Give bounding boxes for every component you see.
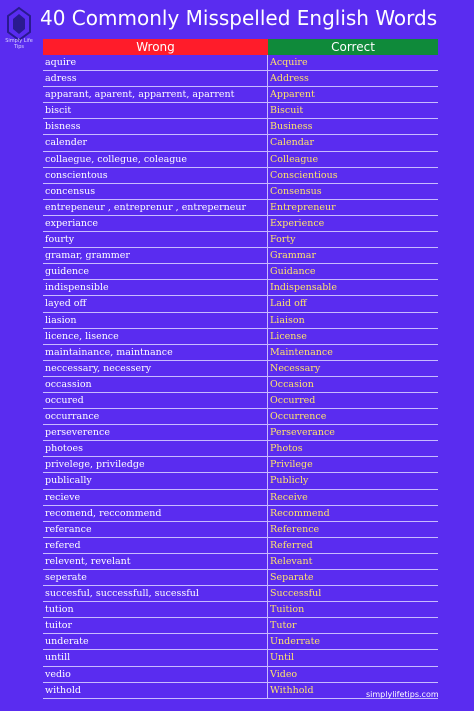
correct-spelling-cell: Liaison [270,314,305,326]
table-row [43,345,438,361]
wrong-spelling-cell: perseverence [43,425,268,440]
correct-spelling-cell: Colleague [270,153,319,165]
correct-spelling-cell: Biscuit [270,105,304,117]
table-row [43,409,438,425]
correct-spelling-cell: Relevant [270,555,313,567]
correct-spelling-cell: Experience [270,217,325,229]
correct-spelling-cell: Underrate [270,636,321,648]
table-row [43,473,438,489]
correct-spelling-cell: Apparent [270,89,315,101]
table-row [43,248,438,264]
wrong-spelling-cell: occured [43,393,268,408]
wrong-column-header: Wrong [43,39,268,55]
wrong-spelling-cell: underate [43,634,268,649]
table-row [43,490,438,506]
table-row [43,650,438,666]
table-row [43,441,438,457]
correct-spelling-cell: Until [270,652,295,664]
wrong-spelling-cell: occassion [43,377,268,392]
table-row [43,103,438,119]
table-row [43,119,438,135]
correct-spelling-cell: Entrepreneur [270,201,336,213]
correct-spelling-cell: Reference [270,523,320,535]
correct-spelling-cell: Occasion [270,378,314,390]
correct-spelling-cell: Necessary [270,362,321,374]
wrong-spelling-cell: collaegue, collegue, coleague [43,152,268,167]
correct-spelling-cell: Separate [270,572,314,583]
wrong-spelling-cell: fourty [43,232,268,247]
correct-spelling-cell: Receive [270,491,308,503]
website-footer: simplylifetips.com [366,690,439,699]
wrong-spelling-cell: recieve [43,490,268,505]
wrong-spelling-cell: relevent, revelant [43,554,268,569]
table-row [43,184,438,200]
table-body [43,55,438,699]
table-row [43,232,438,248]
table-row [43,425,438,441]
table-row [43,200,438,216]
wrong-spelling-cell: calender [43,135,268,150]
table-row [43,538,438,554]
table-row [43,457,438,473]
wrong-spelling-cell: licence, lisence [43,329,268,344]
wrong-spelling-cell: vedio [43,667,268,682]
correct-spelling-cell: Tutor [270,620,297,632]
table-row [43,377,438,393]
correct-spelling-cell: Successful [270,588,322,600]
table-row [43,87,438,103]
correct-spelling-cell: Occurrence [270,411,327,423]
table-row [43,313,438,329]
wrong-spelling-cell: experiance [43,216,268,231]
correct-spelling-cell: Indispensable [270,282,337,294]
wrong-spelling-cell: entrepeneur , entreprenur , entreperneur [43,200,268,215]
wrong-spelling-cell: seperate [43,570,268,585]
table-row [43,586,438,602]
table-row [43,667,438,683]
correct-spelling-cell: Publicly [270,475,309,487]
wrong-spelling-cell: occurrance [43,409,268,424]
wrong-spelling-cell: recomend, reccommend [43,506,268,521]
wrong-spelling-cell: layed off [43,296,268,311]
correct-spelling-cell: Withhold [270,684,314,696]
table-header [43,39,438,55]
correct-spelling-cell: Recommend [270,507,330,519]
wrong-spelling-cell: referance [43,522,268,537]
table-row [43,168,438,184]
logo-text: Simply Life Tips [5,38,33,50]
correct-spelling-cell: Calendar [270,137,314,149]
correct-spelling-cell: Forty [270,234,296,246]
table-row [43,216,438,232]
wrong-spelling-cell: privelege, priviledge [43,457,268,472]
table-row [43,296,438,312]
page-title: 40 Commonly Misspelled English Words [40,6,438,30]
wrong-spelling-cell: photoes [43,441,268,456]
wrong-spelling-cell: refered [43,538,268,553]
words-table [43,39,438,699]
table-row [43,329,438,345]
wrong-spelling-cell: publically [43,473,268,488]
wrong-spelling-cell: conscientous [43,168,268,183]
table-row [43,506,438,522]
wrong-spelling-cell: bisness [43,119,268,134]
correct-spelling-cell: Grammar [270,250,317,262]
wrong-spelling-cell: withold [43,683,268,698]
correct-spelling-cell: License [270,330,307,342]
correct-spelling-cell: Business [270,121,313,133]
wrong-spelling-cell: untill [43,650,268,665]
table-row [43,393,438,409]
correct-spelling-cell: Maintenance [270,346,333,358]
wrong-spelling-cell: gramar, grammer [43,248,268,263]
table-row [43,55,438,71]
wrong-spelling-cell: neccessary, necessery [43,361,268,376]
correct-spelling-cell: Privilege [270,459,313,471]
table-row [43,361,438,377]
table-row [43,280,438,296]
correct-spelling-cell: Laid off [270,298,307,310]
correct-spelling-cell: Photos [270,443,303,455]
table-row [43,602,438,618]
table-row [43,618,438,634]
table-row [43,570,438,586]
wrong-spelling-cell: concensus [43,184,268,199]
correct-column-header: Correct [268,39,438,55]
correct-spelling-cell: Occurred [270,394,316,406]
correct-spelling-cell: Consensus [270,185,322,197]
wrong-spelling-cell: apparant, aparent, apparrent, aparrent [43,87,268,102]
correct-spelling-cell: Address [270,73,309,85]
wrong-spelling-cell: guidence [43,264,268,279]
correct-spelling-cell: Guidance [270,266,316,278]
correct-spelling-cell: Perseverance [270,427,335,439]
wrong-spelling-cell: succesful, successfull, sucessful [43,586,268,601]
wrong-spelling-cell: aquire [43,55,268,70]
table-row [43,554,438,570]
correct-spelling-cell: Video [270,668,298,680]
correct-spelling-cell: Acquire [270,57,308,68]
table-row [43,71,438,87]
correct-spelling-cell: Tuition [270,604,305,616]
wrong-spelling-cell: adress [43,71,268,86]
correct-spelling-cell: Referred [270,539,313,551]
table-row [43,152,438,168]
table-row [43,135,438,151]
table-row [43,522,438,538]
wrong-spelling-cell: tuitor [43,618,268,633]
wrong-spelling-cell: tution [43,602,268,617]
wrong-spelling-cell: maintainance, maintnance [43,345,268,360]
table-row [43,264,438,280]
wrong-spelling-cell: biscit [43,103,268,118]
wrong-spelling-cell: indispensible [43,280,268,295]
correct-spelling-cell: Conscientious [270,169,338,181]
table-row [43,634,438,650]
wrong-spelling-cell: liasion [43,313,268,328]
